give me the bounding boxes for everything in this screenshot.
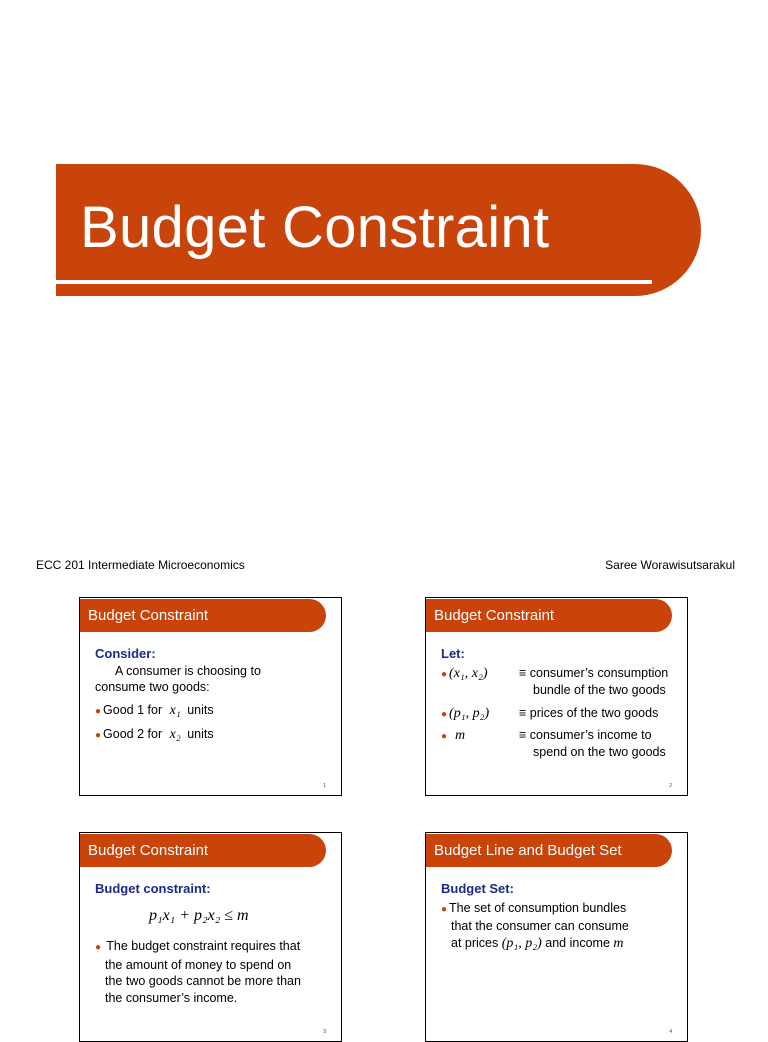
definition-row bbox=[441, 665, 679, 705]
slide-header-text: Budget Constraint bbox=[88, 842, 209, 859]
definition-text: ≡ consumer’s consumption bbox=[519, 665, 669, 680]
bullet-text: and income bbox=[545, 935, 610, 950]
slide-header bbox=[426, 599, 672, 632]
slide-body bbox=[441, 646, 679, 763]
definition-text: spend on the two goods bbox=[533, 744, 666, 759]
title-underline bbox=[56, 280, 652, 284]
definition-row bbox=[441, 705, 679, 727]
list-item bbox=[95, 938, 333, 957]
text-line: consume two goods: bbox=[95, 680, 210, 694]
bullet-icon: ● bbox=[95, 705, 102, 717]
slide-header-text: Budget Constraint bbox=[434, 607, 555, 624]
math-symbol: (x₁, x₂) bbox=[449, 665, 488, 681]
math-symbol: (p₁, p₂) bbox=[449, 705, 490, 721]
list-item bbox=[441, 900, 679, 919]
slide-number: 3 bbox=[323, 1029, 326, 1035]
bullet-icon: ● bbox=[441, 730, 448, 742]
bullet-text: units bbox=[187, 702, 214, 717]
bullet-icon: ● bbox=[441, 668, 448, 680]
slide-heading: Consider: bbox=[95, 646, 156, 661]
slide-body bbox=[95, 881, 333, 1006]
bullet-text: The set of consumption bundles bbox=[449, 900, 627, 915]
math-symbol: m bbox=[613, 935, 624, 951]
bullet-text: the consumer’s income. bbox=[105, 990, 238, 1005]
definition-symbol bbox=[441, 705, 489, 724]
definition-text: bundle of the two goods bbox=[533, 682, 666, 697]
bullet-text: Good 1 for bbox=[103, 702, 163, 717]
slide-header bbox=[80, 599, 326, 632]
math-symbol: (p₁, p₂) bbox=[501, 935, 542, 951]
slide-body bbox=[95, 646, 333, 745]
bullet-text: Good 2 for bbox=[103, 727, 163, 741]
slide-heading: Budget constraint: bbox=[95, 881, 211, 896]
definition-symbol bbox=[441, 665, 488, 684]
slide-thumbnail-4 bbox=[425, 832, 688, 1042]
bullet-text: that the consumer can consume bbox=[451, 919, 629, 933]
slide-heading: Let: bbox=[441, 646, 465, 661]
slide-header bbox=[426, 834, 672, 867]
bullet-icon: ● bbox=[95, 942, 102, 953]
bullet-text: the two goods cannot be more than bbox=[105, 974, 301, 988]
definition-row bbox=[441, 727, 679, 763]
title-banner bbox=[56, 164, 701, 296]
bullet-text: at prices bbox=[451, 935, 499, 950]
list-item bbox=[95, 726, 333, 745]
math-variable: x₂ bbox=[169, 727, 181, 742]
definition-text: ≡ prices of the two goods bbox=[519, 705, 659, 720]
slide-heading: Budget Set: bbox=[441, 881, 514, 896]
bullet-icon: ● bbox=[441, 708, 448, 720]
footer-author: Saree Worawisutsarakul bbox=[605, 558, 735, 572]
slide-header bbox=[80, 834, 326, 867]
text-line: A consumer is choosing to bbox=[115, 663, 261, 678]
math-variable: x₁ bbox=[169, 702, 181, 718]
math-symbol: m bbox=[455, 727, 466, 743]
list-item bbox=[95, 702, 333, 721]
bullet-text: units bbox=[187, 727, 214, 741]
slide-number: 4 bbox=[669, 1029, 672, 1035]
slide-header-text: Budget Constraint bbox=[88, 607, 209, 624]
slide-number: 1 bbox=[323, 783, 326, 789]
page-title: Budget Constraint bbox=[80, 195, 550, 260]
definition-symbol bbox=[441, 727, 465, 746]
slide-number: 2 bbox=[669, 783, 672, 789]
bullet-text: the amount of money to spend on bbox=[105, 957, 292, 972]
slide-thumbnail-3 bbox=[79, 832, 342, 1042]
slide-thumbnail-1 bbox=[79, 597, 342, 796]
bullet-text: The budget constraint requires that bbox=[106, 939, 301, 953]
slide-header-text: Budget Line and Budget Set bbox=[434, 842, 622, 859]
slide-thumbnail-2 bbox=[425, 597, 688, 796]
budget-formula: p₁x₁ + p₂x₂ ≤ m bbox=[149, 906, 249, 924]
bullet-icon: ● bbox=[441, 903, 448, 915]
footer-course: ECC 201 Intermediate Microeconomics bbox=[36, 558, 245, 572]
bullet-text-with-math bbox=[441, 935, 679, 953]
slide-body bbox=[441, 881, 679, 952]
bullet-icon: ● bbox=[95, 730, 102, 741]
definition-text: ≡ consumer’s income to bbox=[519, 727, 652, 742]
